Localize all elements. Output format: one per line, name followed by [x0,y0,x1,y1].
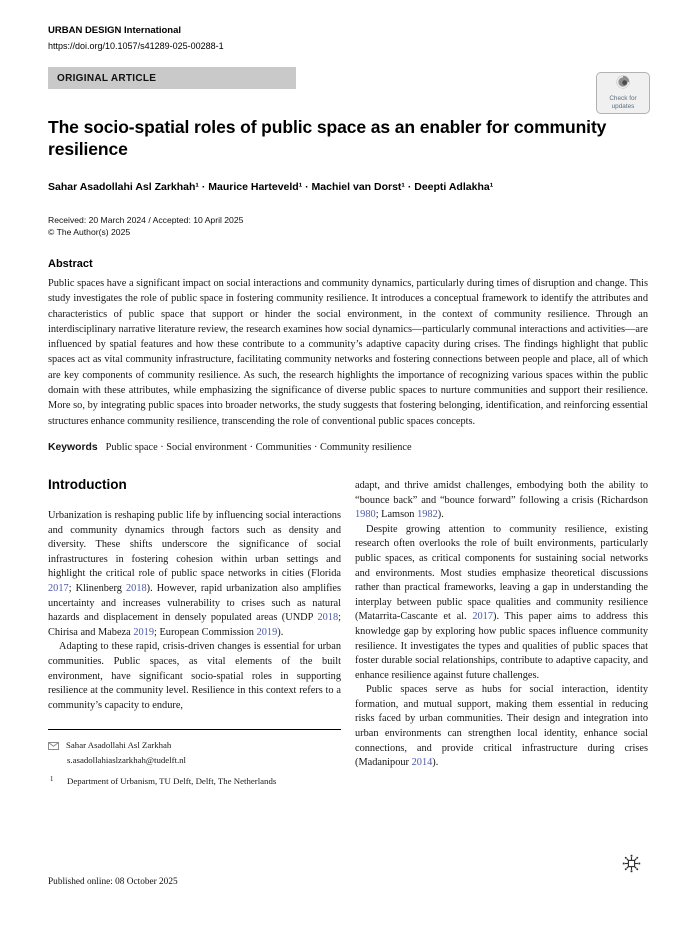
citation-year[interactable]: 2017 [472,611,494,623]
article-type-label: ORIGINAL ARTICLE [57,72,157,84]
citation-year[interactable]: 1982 [417,509,438,521]
published-online-line: Published online: 08 October 2025 [48,877,178,887]
left-column [48,477,341,788]
affiliation-marker: 1 [50,776,54,784]
crossmark-icon [616,75,630,94]
keywords-text: Public space · Social environment · Communities · Community resilience [105,441,412,453]
right-column [355,477,648,788]
paragraph: Despite growing attention to community resilience, existing research often overlooks the role of built environments, particularly public spaces, as critical components for sustaining social networks and environments. Most studies emphasize theoretical discussions rather than practical frameworks, leaving a gap in understanding the interplay between public space qualities and community resilience (Matarrita-Cascante et al. 2017). This paper aims to address this knowledge gap by exploring how public spaces influence community resilience. It investigates the types and qualities of public spaces that foster durable social relationships, contribute to adaptive capacity, and enhance resilience against future challenges. [355,523,648,681]
abstract-text: Public spaces have a significant impact on social interactions and community dynamics, particularly during times of disruption and change. This study investigates the role of public space in fostering community resilience. It introduces a conceptual framework to identify the attributes and characteristics of public space that support or hinder the social environment, in the context of community resilience. Through an interdisciplinary narrative literature review, the research examines how social dynamics—particularly communal interactions and activities—are influenced by spatial features and how these contribute to a community’s adaptive capacity during crises. The findings highlight that public spaces act as vital community infrastructure, facilitating community networks and fostering connections between people and place, all of which are key components of community resilience. As such, the research highlights the importance of recognizing various spaces within the public domain with these attributes, while emphasizing the significance of diverse public spaces to nurture communities and support their resilience. More so, by integrating public spaces into broader networks, the study suggests that fostering belonging, identification, and reinforcing essential structures enhance community resilience, transcending the role of conventional public spaces concepts. [48,278,648,427]
keywords-label: Keywords [48,441,98,453]
affiliation-text: Department of Urbanism, TU Delft, Delft, The Netherlands [67,776,277,787]
paragraph: Public spaces serve as hubs for social interaction, identity formation, and mutual support, making them essential in reducing risks faced by urban communities. Their design and integration into urban environments can strengthen local identity, enhance social connections, and provide critical infrastructure during crises (Madanipour 2014). [355,684,648,769]
citation-year[interactable]: 2019 [256,626,278,638]
email-icon [48,741,59,754]
paragraph: Urbanization is reshaping public life by influencing social interactions and community dynamics through factors such as density and diversity. These shifts underscore the significance of social infrastructures in fostering cohesion within urban settings and highlight the critical role of public space networks in cities (Florida 2017; Klinenberg 2018). However, rapid urbanization also amplifies uncertainty and increases vulnerability to crises such as natural hazards and displacement in densely populated areas (UNDP 2018; Chirisa and Mabeza 2019; European Commission 2019). [48,509,342,638]
received-accepted-line: Received: 20 March 2024 / Accepted: 10 April 2025 [48,215,244,225]
corresponding-author-name: Sahar Asadollahi Asl Zarkhah [66,740,172,751]
authors-line: Sahar Asadollahi Asl Zarkhah¹ · Maurice Harteveld¹ · Machiel van Dorst¹ · Deepti Adlakha¹ [48,181,494,193]
citation-year[interactable]: 2019 [133,626,154,638]
section-heading-introduction: Introduction [48,476,127,492]
article-type-bar [48,67,296,89]
doi-link[interactable]: https://doi.org/10.1057/s41289-025-00288-1 [48,41,224,51]
citation-year[interactable]: 1980 [355,509,376,521]
intro-column1-paragraphs [48,509,341,713]
citation-year[interactable]: 2017 [48,582,69,594]
two-column-body [48,477,648,788]
journal-name: URBAN DESIGN International [48,25,182,36]
check-badge-text: Check for updates [609,95,637,110]
paragraph: Adapting to these rapid, crisis-driven changes is essential for urban communities. Public spaces, as vital elements of the built environment, have significant socio-spatial roles in supporting resilience at the community level. Resilience in this context refers to a community’s capacity to endure, [48,641,341,711]
article-title: The socio-spatial roles of public space as an enabler for community resilience [48,117,607,159]
intro-column2-paragraphs [355,479,648,771]
keywords-row [48,442,648,453]
citation-year[interactable]: 2014 [411,757,433,769]
corresponding-author-email[interactable]: s.asadollahiaslzarkhah@tudelft.nl [67,754,187,765]
footnote-block [48,729,341,788]
abstract-heading: Abstract [48,258,93,270]
springer-logo-icon [621,853,642,879]
paragraph: adapt, and thrive amidst challenges, embodying both the ability to “bounce back” and “bounce forward” following a crisis (Richardson 1980; Lamson 1982). [355,479,648,521]
citation-year[interactable]: 2018 [317,612,339,624]
copyright-line: © The Author(s) 2025 [48,227,131,237]
check-for-updates-badge[interactable] [596,72,650,114]
citation-year[interactable]: 2018 [125,582,147,594]
